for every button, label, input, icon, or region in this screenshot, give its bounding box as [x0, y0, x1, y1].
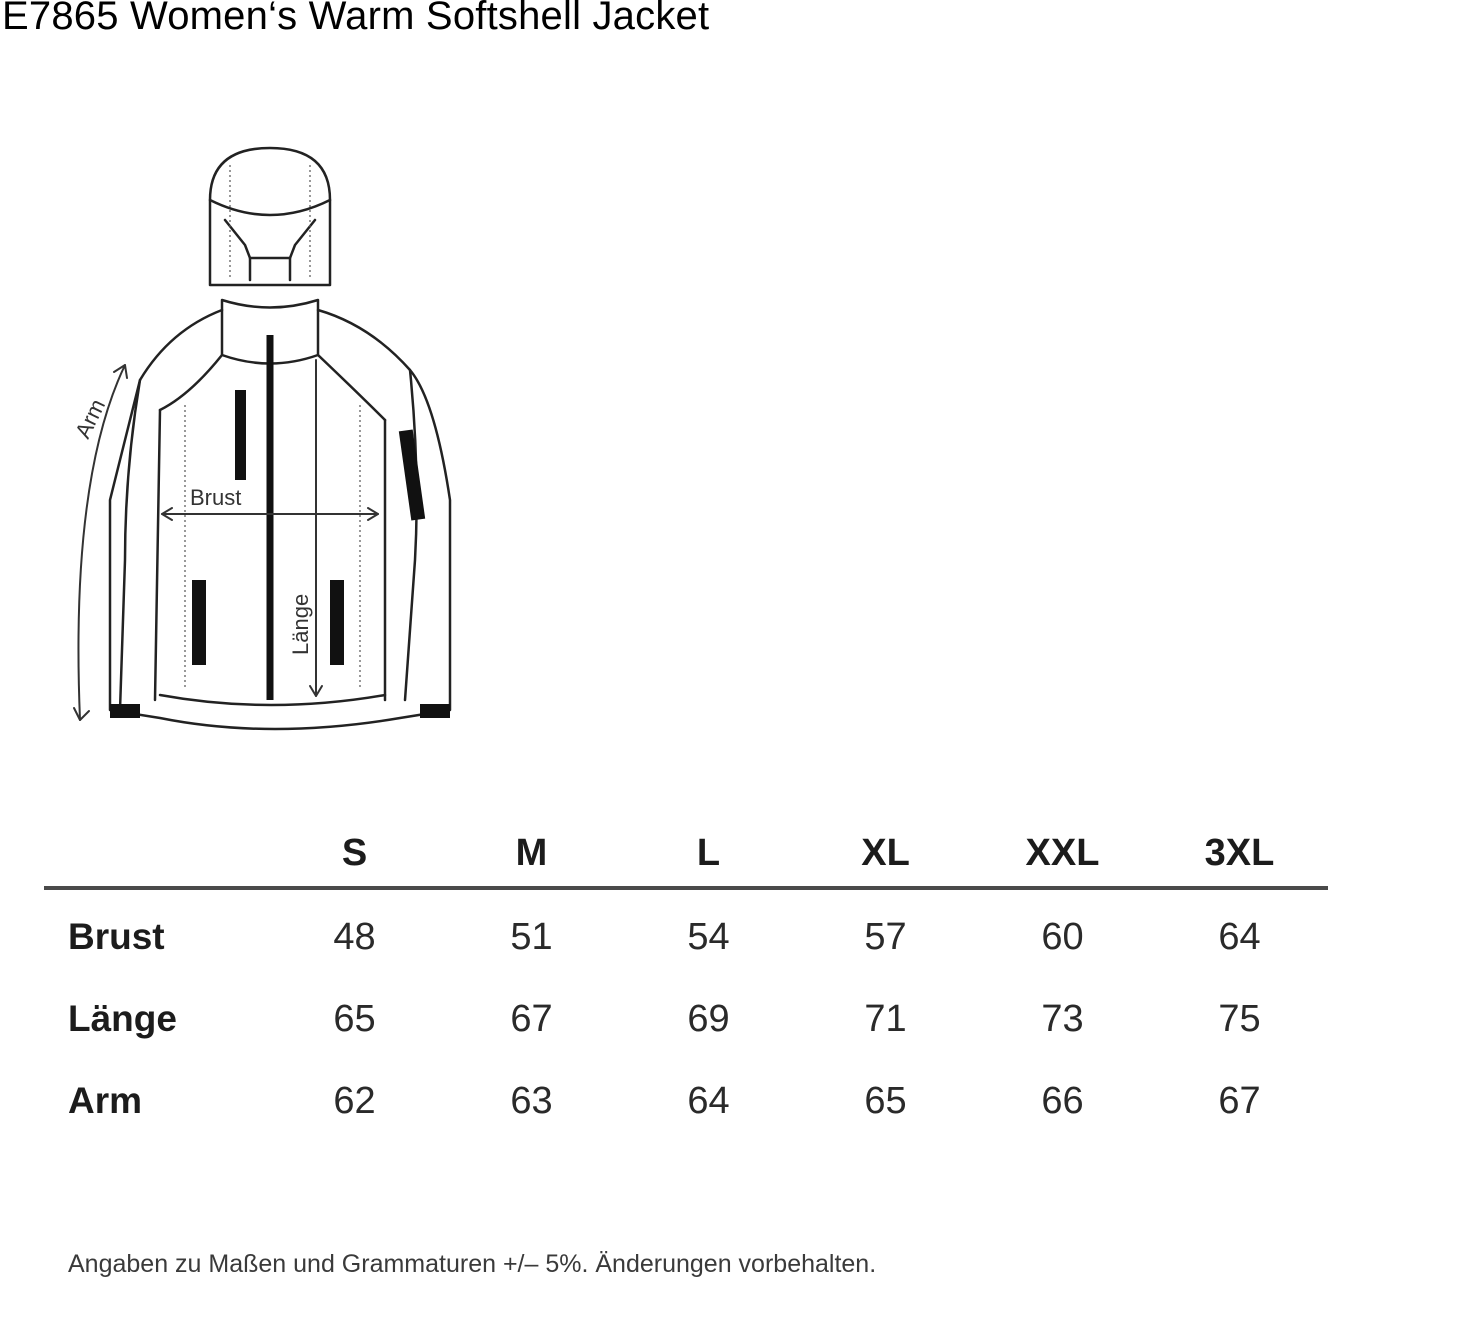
size-table: [44, 820, 1328, 1142]
size-header-s: S: [341, 831, 368, 874]
size-header-l: L: [696, 831, 721, 874]
row-label-arm: Arm: [68, 1080, 143, 1121]
row-label-laenge: Länge: [68, 998, 177, 1039]
arm-measure-label: Arm: [70, 394, 111, 443]
table-cell: 64: [687, 1079, 730, 1122]
table-cell: 51: [510, 915, 553, 958]
table-cell: 65: [864, 1079, 907, 1122]
table-cell: 69: [687, 997, 730, 1040]
table-row: [44, 896, 1328, 978]
size-header-m: M: [515, 831, 548, 874]
length-measure-label: Länge: [288, 593, 313, 655]
jacket-body: [110, 310, 450, 729]
table-cell: 67: [510, 997, 553, 1040]
size-header-3xl: 3XL: [1204, 831, 1275, 874]
page-title: E7865 Women‘s Warm Softshell Jacket: [2, 0, 710, 38]
table-cell: 57: [864, 915, 907, 958]
table-cell: 65: [333, 997, 376, 1040]
table-cell: 54: [687, 915, 730, 958]
table-cell: 73: [1041, 997, 1084, 1040]
jacket-diagram: [40, 140, 480, 740]
table-cell: 62: [333, 1079, 376, 1122]
chest-measure-label: Brust: [190, 485, 242, 510]
table-row: [44, 978, 1328, 1060]
table-cell: 63: [510, 1079, 553, 1122]
table-row: [44, 1060, 1328, 1142]
size-header-xl: XL: [861, 831, 910, 874]
table-cell: 60: [1041, 915, 1084, 958]
jacket-hood: [210, 148, 330, 285]
header-divider: [44, 886, 1328, 890]
size-header-xxl: XXL: [1025, 831, 1100, 874]
table-cell: 67: [1218, 1079, 1261, 1122]
table-cell: 75: [1218, 997, 1261, 1040]
table-cell: 48: [333, 915, 376, 958]
row-label-brust: Brust: [68, 916, 165, 957]
tolerance-footnote: Angaben zu Maßen und Grammaturen +/– 5%. Änderungen vorbehalten.: [68, 1250, 877, 1278]
table-cell: 71: [864, 997, 907, 1040]
jacket-illustration: [40, 140, 480, 740]
table-cell: 66: [1041, 1079, 1084, 1122]
size-header-row: [44, 820, 1328, 886]
table-cell: 64: [1218, 915, 1261, 958]
